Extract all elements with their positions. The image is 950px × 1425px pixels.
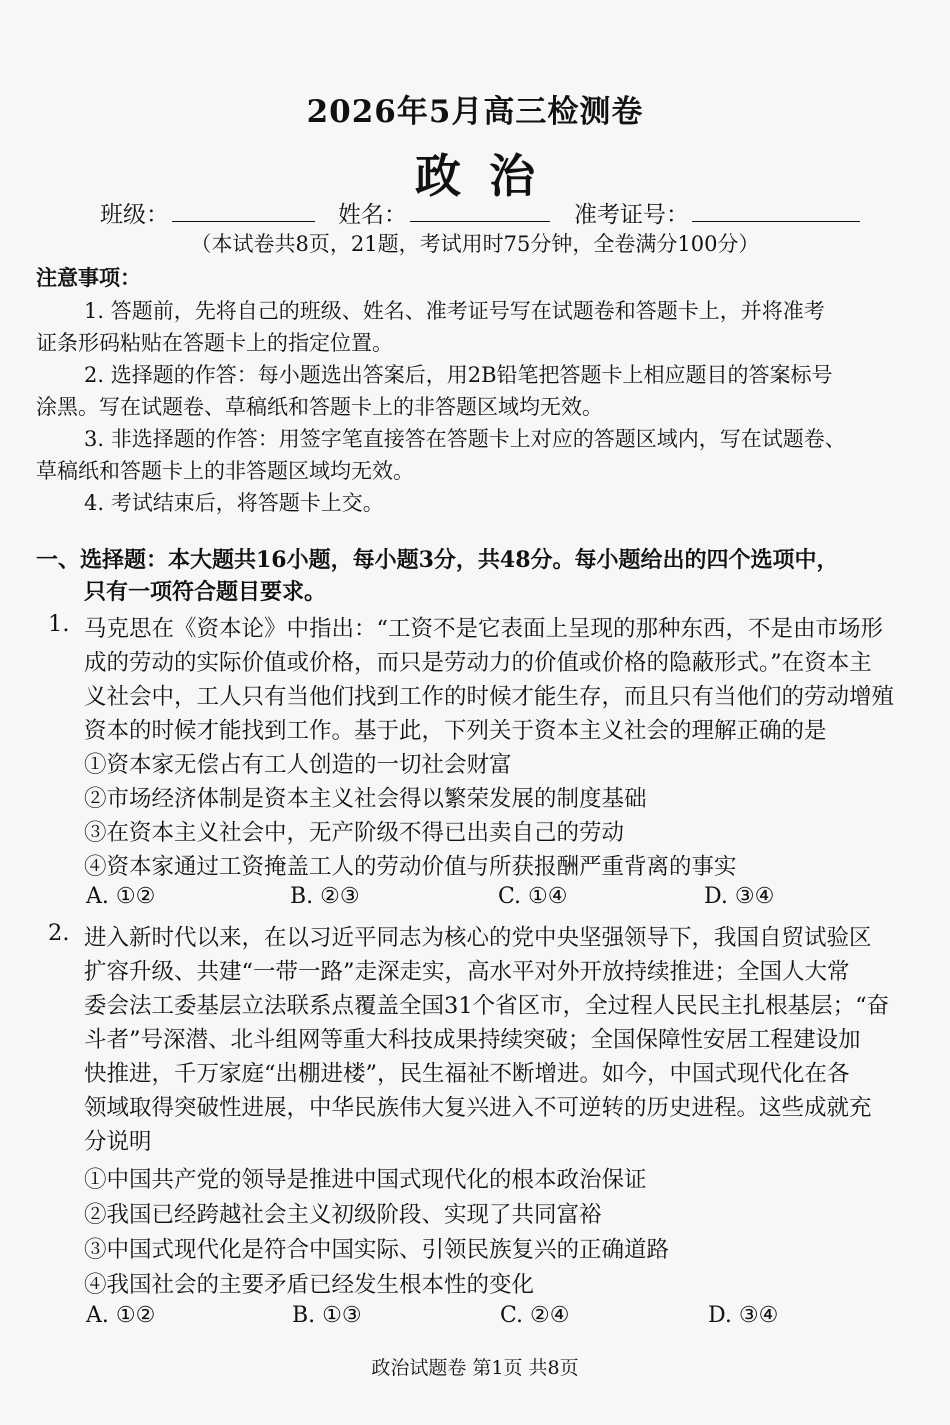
class-label: 班级：: [100, 202, 169, 228]
page-footer: 政治试题卷 第1页 共8页: [371, 1357, 579, 1379]
notice-line: 涂黑。写在试题卷、草稿纸和答题卡上的非答题区域均无效。: [36, 395, 603, 419]
exam-info: （本试卷共8页，21题，考试用时75分钟，全卷满分100分）: [190, 232, 760, 256]
statement: ③在资本主义社会中，无产阶级不得已出卖自己的劳动: [84, 820, 625, 846]
question-stem: 进入新时代以来，在以习近平同志为核心的党中央坚强领导下，我国自贸试验区: [84, 925, 872, 951]
notice-heading: 注意事项：: [36, 265, 141, 290]
option-d[interactable]: D. ③④: [704, 884, 775, 909]
question-stem: 资本的时候才能找到工作。基于此，下列关于资本主义社会的理解正确的是: [84, 718, 827, 744]
notice-line: 1. 答题前，先将自己的班级、姓名、准考证号写在试题卷和答题卡上，并将准考: [84, 299, 825, 323]
notice-line: 4. 考试结束后，将答题卡上交。: [84, 491, 384, 515]
question-number: 1.: [48, 611, 70, 637]
exam-id-label: 准考证号：: [574, 202, 689, 228]
option-c[interactable]: C. ①④: [498, 884, 568, 909]
statement: ③中国式现代化是符合中国实际、引领民族复兴的正确道路: [84, 1237, 670, 1263]
question-stem: 马克思在《资本论》中指出：“工资不是它表面上呈现的那种东西，不是由市场形: [84, 616, 884, 642]
notice-line: 3. 非选择题的作答：用签字笔直接答在答题卡上对应的答题区域内，写在试题卷、: [84, 427, 846, 451]
exam-title: 2026年5月高三检测卷: [306, 94, 644, 130]
statement: ②市场经济体制是资本主义社会得以繁荣发展的制度基础: [84, 786, 647, 812]
question-stem: 扩容升级、共建“一带一路”走深走实，高水平对外开放持续推进；全国人大常: [84, 959, 850, 985]
section-heading-cont: 只有一项符合题目要求。: [84, 579, 327, 605]
option-a[interactable]: A. ①②: [86, 1303, 156, 1328]
section-heading: 一、选择题：本大题共16小题，每小题3分，共48分。每小题给出的四个选项中，: [36, 547, 839, 573]
question-stem: 斗者”号深潜、北斗组网等重大科技成果持续突破；全国保障性安居工程建设加: [84, 1027, 861, 1053]
option-b[interactable]: B. ②③: [290, 884, 360, 909]
name-blank[interactable]: [410, 221, 550, 222]
statement: ①中国共产党的领导是推进中国式现代化的根本政治保证: [84, 1167, 647, 1193]
question-stem: 成的劳动的实际价值或价格，而只是劳动力的价值或价格的隐蔽形式。”在资本主: [84, 650, 872, 676]
statement: ④资本家通过工资掩盖工人的劳动价值与所获报酬严重背离的事实: [84, 854, 737, 880]
statement: ④我国社会的主要矛盾已经发生根本性的变化: [84, 1272, 535, 1298]
notice-line: 2. 选择题的作答：每小题选出答案后，用2B铅笔把答题卡上相应题目的答案标号: [84, 363, 833, 387]
exam-id-blank[interactable]: [692, 221, 860, 222]
option-d[interactable]: D. ③④: [708, 1303, 779, 1328]
name-label: 姓名：: [338, 202, 407, 228]
question-stem: 义社会中，工人只有当他们找到工作的时候才能生存，而且只有当他们的劳动增殖: [84, 684, 895, 710]
question-stem: 委会法工委基层立法联系点覆盖全国31个省区市，全过程人民民主扎根基层；“奋: [84, 993, 890, 1019]
notice-line: 证条形码粘贴在答题卡上的指定位置。: [36, 331, 393, 355]
statement: ②我国已经跨越社会主义初级阶段、实现了共同富裕: [84, 1202, 602, 1228]
question-stem: 领域取得突破性进展，中华民族伟大复兴进入不可逆转的历史进程。这些成就充: [84, 1095, 872, 1121]
question-number: 2.: [48, 920, 70, 946]
subject-title: 政治: [415, 149, 563, 203]
notice-line: 草稿纸和答题卡上的非答题区域均无效。: [36, 459, 414, 483]
question-stem: 分说明: [84, 1129, 152, 1155]
option-b[interactable]: B. ①③: [292, 1303, 362, 1328]
question-stem: 快推进，千万家庭“出棚进楼”，民生福祉不断增进。如今，中国式现代化在各: [84, 1061, 850, 1087]
option-c[interactable]: C. ②④: [500, 1303, 570, 1328]
statement: ①资本家无偿占有工人创造的一切社会财富: [84, 752, 512, 778]
class-blank[interactable]: [172, 221, 315, 222]
option-a[interactable]: A. ①②: [86, 884, 156, 909]
